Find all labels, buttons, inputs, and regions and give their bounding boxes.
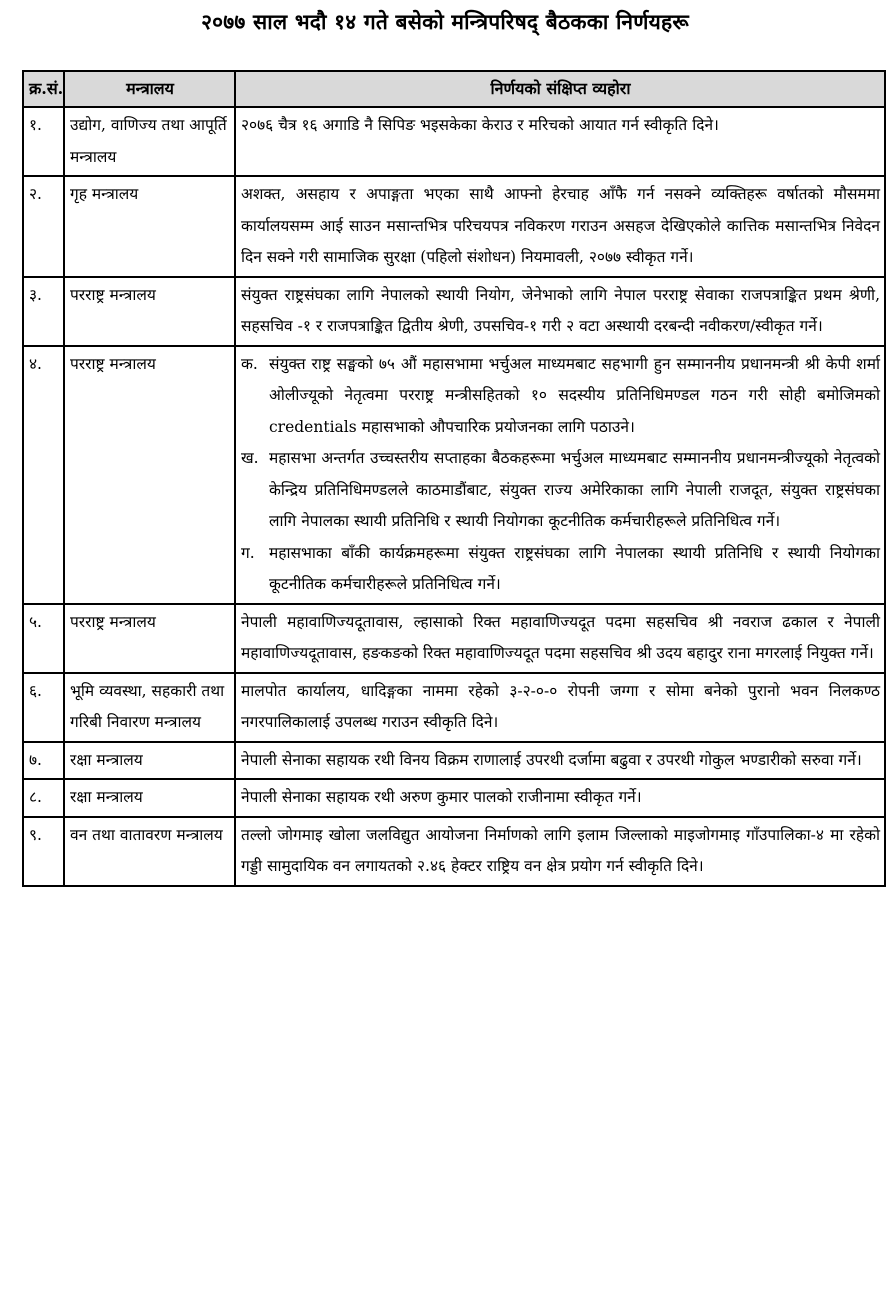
decision-subitem — [241, 443, 880, 538]
row-ministry: रक्षा मन्त्रालय — [64, 779, 235, 817]
row-ministry: परराष्ट्र मन्त्रालय — [64, 346, 235, 604]
table-row — [23, 346, 885, 604]
row-summary — [235, 346, 885, 604]
row-ministry: परराष्ट्र मन्त्रालय — [64, 604, 235, 673]
row-ministry: परराष्ट्र मन्त्रालय — [64, 277, 235, 346]
row-ministry: गृह मन्त्रालय — [64, 176, 235, 277]
row-summary: अशक्त, असहाय र अपाङ्गता भएका साथै आफ्नो हेरचाह आँफै गर्न नसक्ने व्यक्तिहरू वर्षातको मौसममा कार्यालयसम्म आई साउन मसान्तभित्र परिचयपत्र नविकरण गराउन असहज देखिएकोले कात्तिक मसान्तभित्र निवेदन दिन सक्ने गरी सामाजिक सुरक्षा (पहिलो संशोधन) नियमावली, २०७७ स्वीकृत गर्ने। — [235, 176, 885, 277]
subitem-text: महासभाका बाँकी कार्यक्रमहरूमा संयुक्त राष्ट्रसंघका लागि नेपालका स्थायी प्रतिनिधि र स्थायी नियोगका कूटनीतिक कर्मचारीहरूले प्रतिनिधित्व गर्ने। — [269, 543, 880, 593]
decision-subitem — [241, 538, 880, 601]
header-serial-number: क्र.सं. — [23, 71, 64, 107]
row-ministry: रक्षा मन्त्रालय — [64, 742, 235, 780]
row-ministry: उद्योग, वाणिज्य तथा आपूर्ति मन्त्रालय — [64, 107, 235, 176]
table-row — [23, 604, 885, 673]
row-serial-number: ९. — [23, 817, 64, 886]
row-summary: नेपाली महावाणिज्यदूतावास, ल्हासाको रिक्त महावाणिज्यदूत पदमा सहसचिव श्री नवराज ढकाल र नेपाली महावाणिज्यदूतावास, हङकङको रिक्त महावाणिज्यदूत पदमा सहसचिव श्री उदय बहादुर राना मगरलाई नियुक्त गर्ने। — [235, 604, 885, 673]
header-summary: निर्णयको संक्षिप्त व्यहोरा — [235, 71, 885, 107]
row-serial-number: ७. — [23, 742, 64, 780]
subitem-marker: क. — [241, 354, 258, 373]
subitem-marker: ग. — [241, 543, 255, 562]
header-ministry: मन्त्रालय — [64, 71, 235, 107]
table-row — [23, 107, 885, 176]
subitem-marker: ख. — [241, 449, 259, 467]
table-row — [23, 277, 885, 346]
row-summary: २०७६ चैत्र १६ अगाडि नै सिपिङ भइसकेका केराउ र मरिचको आयात गर्न स्वीकृति दिने। — [235, 107, 885, 176]
row-serial-number: ४. — [23, 346, 64, 604]
row-ministry: भूमि व्यवस्था, सहकारी तथा गरिबी निवारण मन्त्रालय — [64, 673, 235, 742]
row-serial-number: १. — [23, 107, 64, 176]
table-row — [23, 779, 885, 817]
table-row — [23, 176, 885, 277]
row-serial-number: ६. — [23, 673, 64, 742]
row-summary: नेपाली सेनाका सहायक रथी अरुण कुमार पालको राजीनामा स्वीकृत गर्ने। — [235, 779, 885, 817]
row-summary: तल्लो जोगमाइ खोला जलविद्युत आयोजना निर्माणको लागि इलाम जिल्लाको माइजोगमाइ गाँउपालिका-४ मा रहेको गड्डी सामुदायिक वन लगायतको २.४६ हेक्टर राष्ट्रिय वन क्षेत्र प्रयोग गर्न स्वीकृति दिने। — [235, 817, 885, 886]
row-summary: संयुक्त राष्ट्रसंघका लागि नेपालको स्थायी नियोग, जेनेभाको लागि नेपाल परराष्ट्र सेवाका राजपत्राङ्कित प्रथम श्रेणी, सहसचिव -१ र राजपत्राङ्कित द्वितीय श्रेणी, उपसचिव-१ गरी २ वटा अस्थायी दरबन्दी नवीकरण/स्वीकृत गर्ने। — [235, 277, 885, 346]
row-ministry: वन तथा वातावरण मन्त्रालय — [64, 817, 235, 886]
subitem-text: महासभा अन्तर्गत उच्चस्तरीय सप्ताहका बैठकहरूमा भर्चुअल माध्यमबाट सम्माननीय प्रधानमन्त्रीज्यूको नेतृत्वको केन्द्रिय प्रतिनिधिमण्डलले काठमाडौंबाट, संयुक्त राज्य अमेरिकाका लागि नेपाली राजदूत, संयुक्त राष्ट्रसंघका लागि नेपालका स्थायी प्रतिनिधि र स्थायी नियोगका कूटनीतिक कर्मचारीहरूले प्रतिनिधित्व गर्ने। — [269, 449, 880, 530]
row-serial-number: ३. — [23, 277, 64, 346]
table-row — [23, 673, 885, 742]
row-serial-number: २. — [23, 176, 64, 277]
subitem-text: संयुक्त राष्ट्र सङ्घको ७५ औं महासभामा भर्चुअल माध्यमबाट सहभागी हुन सम्माननीय प्रधानमन्त्री श्री केपी शर्मा ओलीज्यूको नेतृत्वमा परराष्ट्र मन्त्रीसहितको १० सदस्यीय प्रतिनिधिमण्डल गठन गरी सोही बमोजिमको credentials महासभाको औपचारिक प्रयोजनका लागि पठाउने। — [269, 354, 880, 436]
row-serial-number: ८. — [23, 779, 64, 817]
table-header-row — [23, 71, 885, 107]
table-row — [23, 817, 885, 886]
row-summary: नेपाली सेनाका सहायक रथी विनय विक्रम राणालाई उपरथी दर्जामा बढुवा र उपरथी गोकुल भण्डारीको सरुवा गर्ने। — [235, 742, 885, 780]
row-summary: मालपोत कार्यालय, धादिङ्गका नाममा रहेको ३-२-०-० रोपनी जग्गा र सोमा बनेको पुरानो भवन निलकण्ठ नगरपालिकालाई उपलब्ध गराउन स्वीकृति दिने। — [235, 673, 885, 742]
page-title: २०७७ साल भदौ १४ गते बसेको मन्त्रिपरिषद् बैठकका निर्णयहरू — [201, 9, 689, 34]
decision-subitem — [241, 349, 880, 444]
row-serial-number: ५. — [23, 604, 64, 673]
decisions-table — [22, 70, 886, 887]
table-row — [23, 742, 885, 780]
